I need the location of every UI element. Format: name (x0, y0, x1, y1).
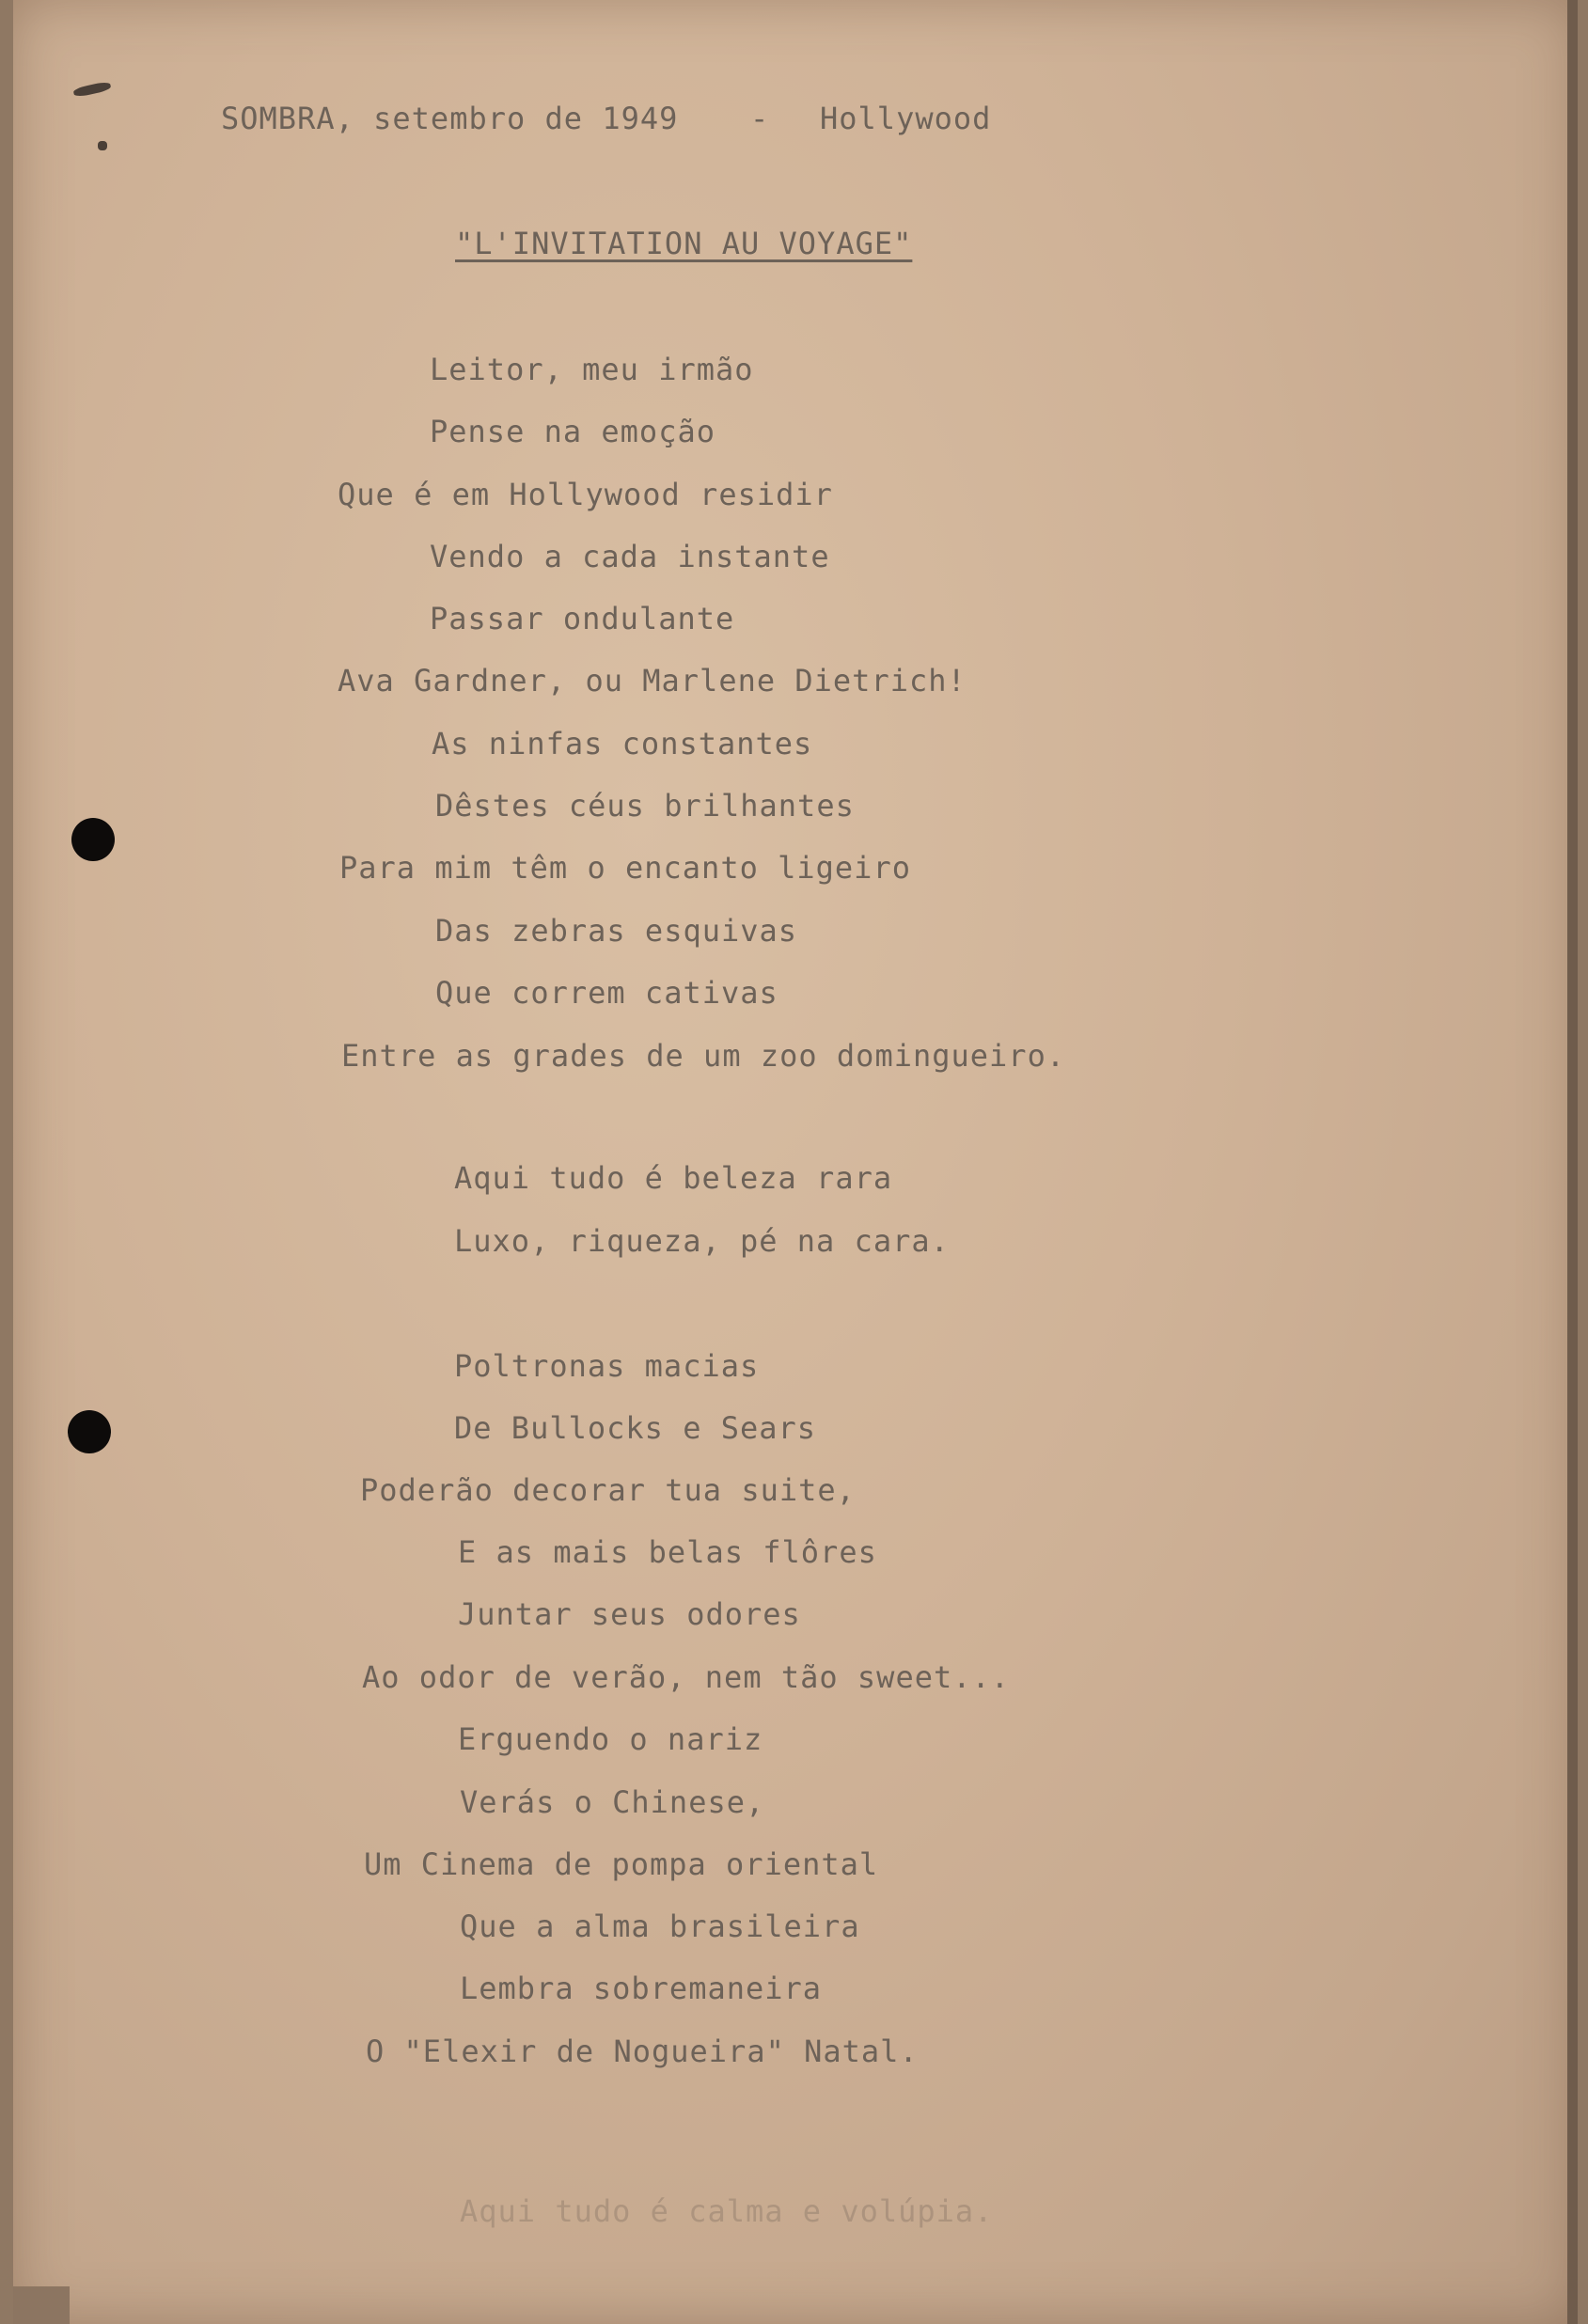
poem-line: Para mim têm o encanto ligeiro (339, 850, 911, 886)
poem-line: Ava Gardner, ou Marlene Dietrich! (338, 663, 967, 699)
header-location: Hollywood (820, 101, 992, 136)
poem-line: Passar ondulante (430, 601, 735, 636)
poem-line: Entre as grades de um zoo domingueiro. (341, 1038, 1066, 1074)
punch-hole-top (71, 818, 115, 861)
poem-refrain-line: Luxo, riqueza, pé na cara. (454, 1223, 950, 1259)
poem-line: Que é em Hollywood residir (338, 477, 833, 512)
poem-line: Poltronas macias (454, 1348, 760, 1384)
poem-line: Pense na emoção (430, 414, 715, 449)
page-edge (1567, 0, 1578, 2324)
poem-line: Um Cinema de pompa oriental (364, 1846, 879, 1882)
poem-line: Poderão decorar tua suite, (360, 1472, 856, 1508)
poem-line: Lembra sobremaneira (460, 1971, 823, 2006)
header-dash: - (750, 101, 770, 136)
poem-line: Das zebras esquivas (435, 913, 798, 949)
ink-smudge (98, 141, 107, 150)
poem-line: E as mais belas flôres (458, 1534, 877, 1570)
bleed-through-text: Aqui tudo é calma e volúpia. (460, 2193, 994, 2229)
poem-line: De Bullocks e Sears (454, 1410, 817, 1446)
poem-title: "L'INVITATION AU VOYAGE" (455, 226, 913, 261)
poem-line: Ao odor de verão, nem tão sweet... (362, 1659, 1011, 1695)
poem-line: Erguendo o nariz (458, 1721, 763, 1757)
poem-refrain-line: Aqui tudo é beleza rara (454, 1160, 893, 1196)
poem-line: Que a alma brasileira (460, 1908, 860, 1944)
poem-line: Que correm cativas (435, 975, 778, 1011)
page-tear (13, 2286, 70, 2324)
poem-line: Dêstes céus brilhantes (435, 788, 855, 824)
punch-hole-bottom (68, 1410, 111, 1453)
header-publication: SOMBRA, setembro de 1949 (221, 101, 679, 136)
ink-smudge (72, 81, 111, 98)
poem-line: As ninfas constantes (432, 726, 813, 762)
poem-line: Juntar seus odores (458, 1596, 801, 1632)
poem-line: Verás o Chinese, (460, 1784, 765, 1820)
poem-line: O "Elexir de Nogueira" Natal. (366, 2034, 919, 2069)
poem-line: Vendo a cada instante (430, 539, 830, 574)
poem-line: Leitor, meu irmão (430, 352, 754, 387)
document-page (13, 0, 1578, 2324)
